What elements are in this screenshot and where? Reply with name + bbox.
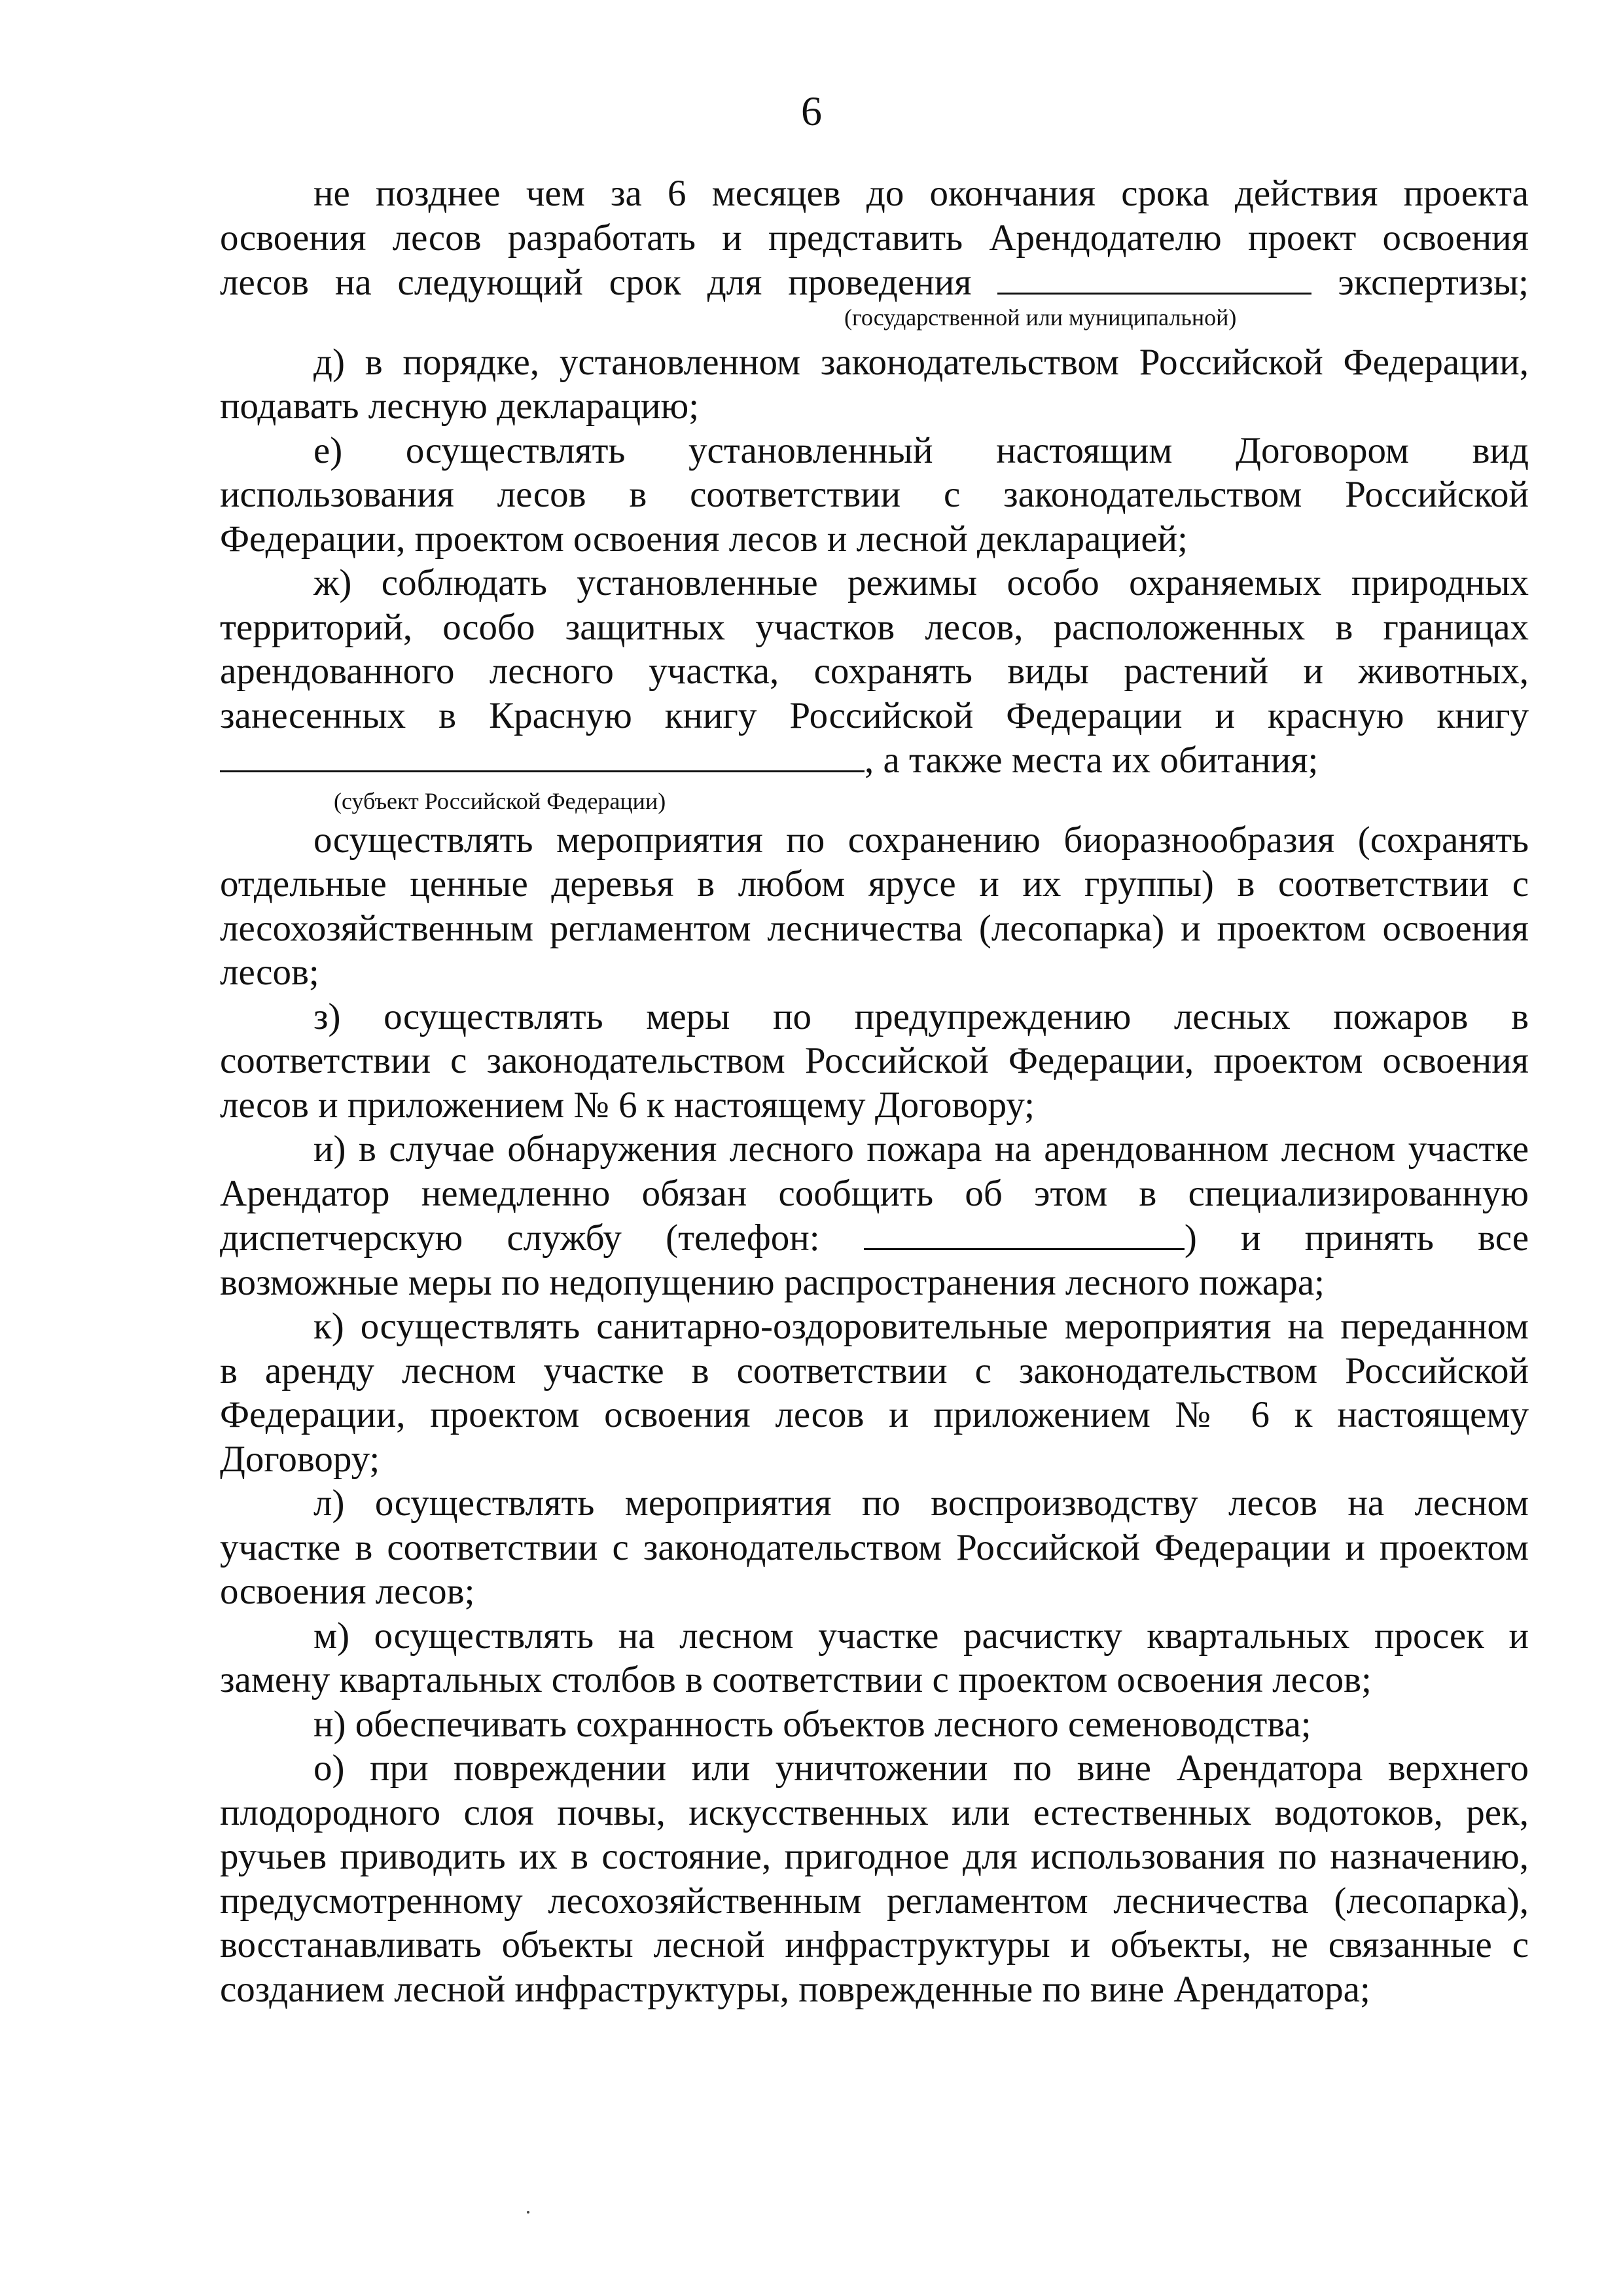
text-line: предусмотренному лесохозяйственным регламентом лесничества (лесопарка),	[220, 1880, 1529, 1922]
text-segment: лесов на следующий срок для проведения	[220, 262, 972, 303]
text-line: арендованного лесного участка, сохранять виды растений и животных,	[220, 651, 1529, 692]
blank-field-phone	[864, 1215, 1185, 1250]
paragraph-biodiversity	[220, 818, 1529, 995]
text-line: возможные меры по недопущению распространения лесного пожара;	[220, 1261, 1325, 1303]
text-segment: диспетчерскую службу (телефон:	[220, 1217, 820, 1259]
text-line: н) обеспечивать сохранность объектов лесного семеноводства;	[313, 1703, 1311, 1745]
text-line: освоения лесов;	[220, 1571, 475, 1612]
paragraph-l	[220, 1481, 1529, 1614]
page-number: 6	[801, 88, 822, 134]
text-line: осуществлять мероприятия по сохранению биоразнообразия (сохранять	[313, 819, 1529, 861]
document-body	[220, 171, 1529, 2011]
text-line: Арендатор немедленно обязан сообщить об этом в специализированную	[220, 1172, 1529, 1214]
paragraph-e	[220, 429, 1529, 562]
text-line: лесохозяйственным регламентом лесничества (лесопарка) и проектом освоения	[220, 907, 1529, 949]
text-line: плодородного слоя почвы, искусственных или естественных водотоков, рек,	[220, 1791, 1529, 1833]
text-line: м) осуществлять на лесном участке расчистку квартальных просек и	[313, 1615, 1529, 1657]
text-line: Федерации, проектом освоения лесов и лесной декларацией;	[220, 518, 1188, 560]
paragraph-zh	[220, 561, 1529, 818]
text-line: созданием лесной инфраструктуры, поврежденные по вине Арендатора;	[220, 1968, 1370, 2010]
paragraph-m	[220, 1614, 1529, 1702]
text-line: ж) соблюдать установленные режимы особо охраняемых природных	[313, 562, 1529, 603]
blank-field-expertise	[997, 260, 1311, 295]
text-line: освоения лесов разработать и представить Арендодателю проект освоения	[220, 217, 1529, 259]
paragraph-i	[220, 1127, 1529, 1304]
text-line: не позднее чем за 6 месяцев до окончания срока действия проекта	[313, 173, 1529, 214]
paragraph-n	[220, 1702, 1529, 1747]
text-line: территорий, особо защитных участков лесов, расположенных в границах	[220, 606, 1529, 648]
text-line: в аренду лесном участке в соответствии с законодательством Российской	[220, 1350, 1529, 1391]
text-line	[220, 1215, 1529, 1261]
paragraph-o	[220, 1746, 1529, 2011]
caption-expertise-type: (государственной или муниципальной)	[844, 304, 1237, 331]
text-line: соответствии с законодательством Российской Федерации, проектом освоения	[220, 1040, 1529, 1081]
paragraph-k	[220, 1304, 1529, 1481]
text-line: лесов и приложением № 6 к настоящему Договору;	[220, 1084, 1035, 1126]
text-line: и) в случае обнаружения лесного пожара на арендованном лесном участке	[313, 1128, 1529, 1170]
text-line	[220, 260, 1529, 305]
paragraph-z	[220, 995, 1529, 1128]
text-segment: ) и принять все	[1184, 1217, 1529, 1259]
text-line: Договору;	[220, 1438, 380, 1480]
text-line: подавать лесную декларацию;	[220, 386, 700, 427]
scan-speck	[527, 2211, 529, 2214]
text-line: з) осуществлять меры по предупреждению лесных пожаров в	[313, 996, 1529, 1037]
paragraph-d	[220, 340, 1529, 429]
text-line: д) в порядке, установленном законодательством Российской Федерации,	[313, 341, 1529, 383]
caption-federal-subject: (субъект Российской Федерации)	[334, 788, 666, 814]
text-line: использования лесов в соответствии с законодательством Российской	[220, 474, 1529, 515]
text-line: л) осуществлять мероприятия по воспроизводству лесов на лесном	[313, 1482, 1529, 1524]
text-line: Федерации, проектом освоения лесов и приложением № 6 к настоящему	[220, 1394, 1529, 1435]
text-line: замену квартальных столбов в соответствии с проектом освоения лесов;	[220, 1659, 1372, 1700]
text-line: к) осуществлять санитарно-оздоровительные мероприятия на переданном	[313, 1306, 1529, 1347]
text-line	[220, 738, 1529, 783]
text-line: о) при повреждении или уничтожении по вине Арендатора верхнего	[313, 1748, 1529, 1789]
text-line: ручьев приводить их в состояние, пригодное для использования по назначению,	[220, 1836, 1529, 1877]
blank-field-subject	[220, 738, 865, 772]
text-line: е) осуществлять установленный настоящим Договором вид	[313, 429, 1529, 471]
text-line: лесов;	[220, 952, 319, 993]
text-line: отдельные ценные деревья в любом ярусе и их группы) в соответствии с	[220, 863, 1529, 905]
text-line: восстанавливать объекты лесной инфраструктуры и объекты, не связанные с	[220, 1924, 1529, 1965]
text-segment: , а также места их обитания;	[865, 740, 1319, 781]
text-segment: экспертизы;	[1338, 262, 1529, 303]
text-line: участке в соответствии с законодательством Российской Федерации и проектом	[220, 1526, 1529, 1568]
text-line: занесенных в Красную книгу Российской Федерации и красную книгу	[220, 694, 1529, 736]
